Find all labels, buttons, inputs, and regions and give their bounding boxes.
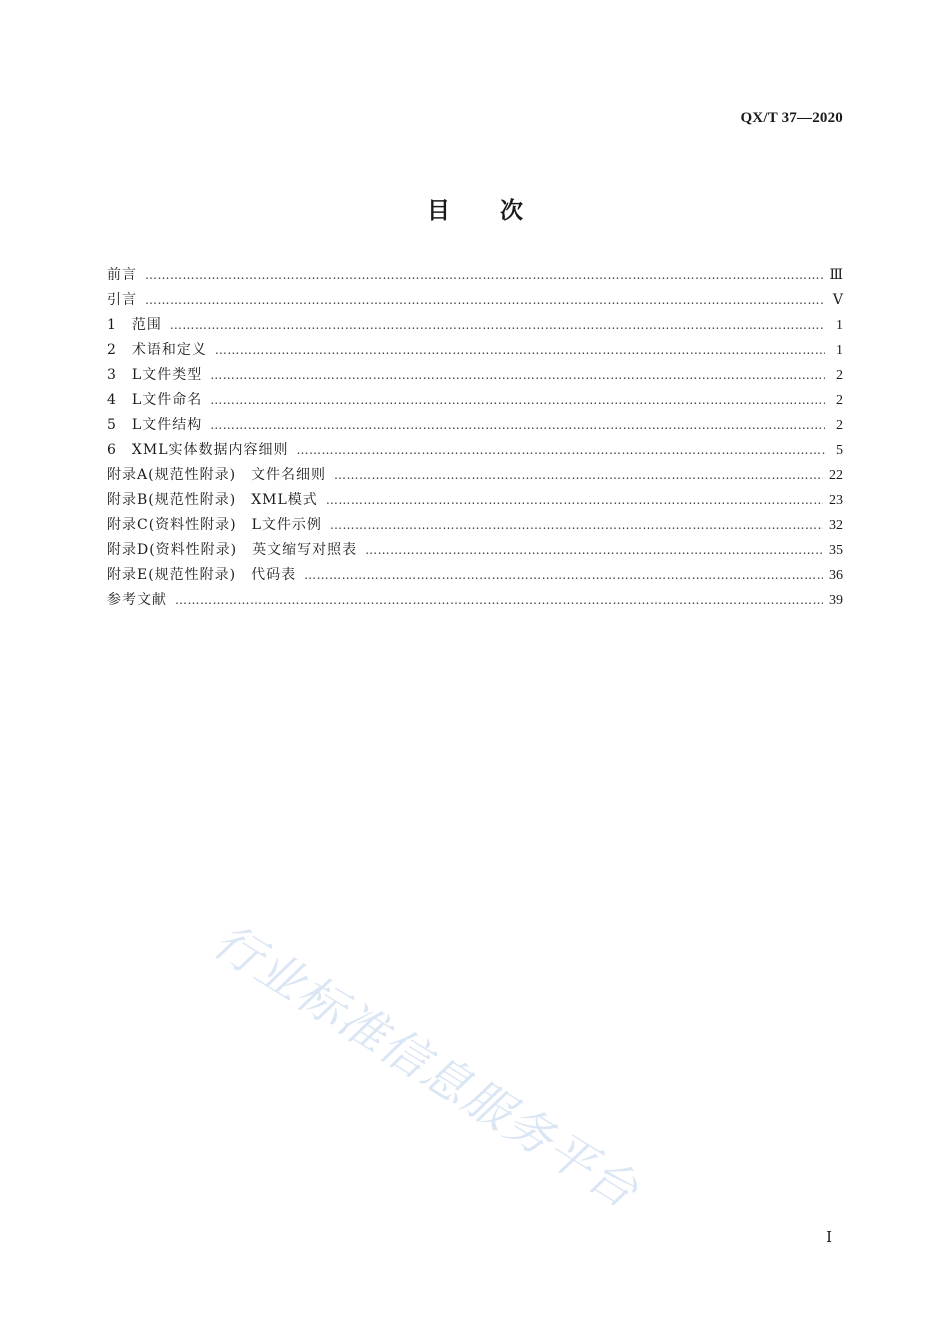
toc-label: 前言 [107, 267, 137, 283]
toc-label: 参考文献 [107, 592, 167, 608]
toc-label: 6 XML实体数据内容细则 [107, 442, 289, 458]
toc-page-number: 2 [836, 368, 843, 383]
leader-dots [215, 338, 825, 363]
toc-entry-appendix-e[interactable] [107, 563, 843, 588]
toc-page-number: 2 [836, 393, 843, 408]
leader-dots [210, 363, 825, 388]
title-char-1: 目 [427, 198, 450, 224]
toc-entry-file-naming[interactable] [107, 388, 843, 413]
document-code: QX/T 37—2020 [740, 110, 843, 126]
toc-page-number: 1 [836, 343, 843, 358]
leader-dots [365, 538, 823, 563]
leader-dots [145, 263, 823, 288]
toc-page-number: 32 [829, 518, 843, 533]
toc-page-number: 5 [836, 443, 843, 458]
leader-dots [170, 313, 825, 338]
toc-entry-foreword[interactable] [107, 263, 843, 288]
leader-dots [334, 463, 823, 488]
leader-dots [326, 488, 823, 513]
toc-page-number: 22 [829, 468, 843, 483]
toc-page-number: 23 [829, 493, 843, 508]
toc-entry-references[interactable] [107, 588, 843, 613]
leader-dots [304, 563, 823, 588]
toc-entry-appendix-c[interactable] [107, 513, 843, 538]
toc-label: 附录B(规范性附录) XML模式 [107, 492, 318, 508]
page-title [0, 192, 950, 225]
leader-dots [175, 588, 823, 613]
toc-entry-xml-data[interactable] [107, 438, 843, 463]
toc-label: 1 范围 [107, 317, 162, 333]
toc-label: 5 L文件结构 [107, 417, 203, 433]
toc-label: 2 术语和定义 [107, 342, 207, 358]
toc-label: 3 L文件类型 [107, 367, 203, 383]
toc-page-number: 35 [829, 543, 843, 558]
toc-label: 附录E(规范性附录) 代码表 [107, 567, 297, 583]
toc-entry-terms[interactable] [107, 338, 843, 363]
toc-label: 附录D(资料性附录) 英文缩写对照表 [107, 542, 358, 558]
toc-entry-appendix-d[interactable] [107, 538, 843, 563]
toc-page-number: Ⅲ [829, 268, 843, 283]
page-number: Ⅰ [826, 1230, 832, 1246]
toc-page-number: Ⅴ [832, 293, 843, 308]
toc-page-number: 1 [836, 318, 843, 333]
watermark-text: 行业标准信息服务平台 [203, 913, 649, 1220]
leader-dots [297, 438, 825, 463]
toc-entry-scope[interactable] [107, 313, 843, 338]
toc-entry-file-types[interactable] [107, 363, 843, 388]
leader-dots [145, 288, 825, 313]
leader-dots [210, 388, 825, 413]
table-of-contents [107, 263, 843, 613]
toc-label: 附录A(规范性附录) 文件名细则 [107, 467, 327, 483]
leader-dots [330, 513, 823, 538]
toc-label: 4 L文件命名 [107, 392, 203, 408]
toc-page-number: 36 [829, 568, 843, 583]
toc-page-number: 39 [829, 593, 843, 608]
title-char-2: 次 [500, 198, 523, 224]
toc-page-number: 2 [836, 418, 843, 433]
toc-entry-appendix-a[interactable] [107, 463, 843, 488]
toc-label: 引言 [107, 292, 137, 308]
leader-dots [210, 413, 825, 438]
toc-entry-file-structure[interactable] [107, 413, 843, 438]
toc-entry-introduction[interactable] [107, 288, 843, 313]
toc-entry-appendix-b[interactable] [107, 488, 843, 513]
toc-label: 附录C(资料性附录) L文件示例 [107, 517, 322, 533]
